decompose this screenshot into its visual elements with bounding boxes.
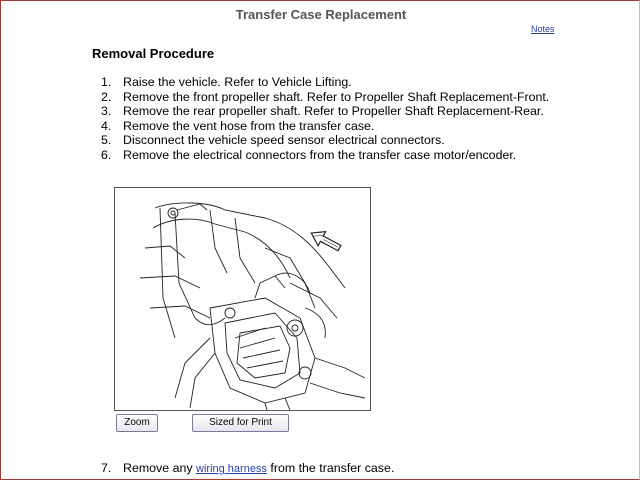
step-number: 3.: [101, 104, 112, 119]
step-number: 7.: [101, 461, 112, 475]
notes-link[interactable]: Notes: [531, 24, 555, 34]
wiring-harness-link[interactable]: wiring harness: [196, 463, 267, 475]
list-item: [101, 133, 581, 148]
list-item: [101, 461, 581, 477]
step-number: 2.: [101, 89, 112, 104]
step-text-before: Remove any: [123, 461, 197, 475]
step-text: Disconnect the vehicle speed sensor electrical connectors.: [123, 133, 445, 148]
list-item: [101, 75, 581, 90]
step-number: 1.: [101, 75, 112, 89]
list-item: [101, 104, 581, 119]
section-heading: Removal Procedure: [92, 46, 215, 61]
list-item: [101, 148, 581, 163]
sized-for-print-button[interactable]: Sized for Print: [192, 414, 289, 432]
step-text: Remove the rear propeller shaft. Refer to Propeller Shaft Replacement-Rear.: [123, 104, 544, 119]
step-text: Remove the front propeller shaft. Refer to Propeller Shaft Replacement-Front.: [123, 89, 550, 104]
step-text: Remove the vent hose from the transfer case.: [123, 118, 375, 133]
transfer-case-illustration[interactable]: [114, 187, 371, 411]
step-number: 6.: [101, 147, 112, 162]
page-title: Transfer Case Replacement: [235, 7, 407, 22]
step-text: Remove the electrical connectors from the transfer case motor/encoder.: [123, 147, 517, 162]
zoom-button[interactable]: Zoom: [116, 414, 158, 432]
list-item: [101, 90, 581, 105]
steps-list: [101, 75, 581, 163]
steps-list-continued: [101, 461, 581, 477]
step-number: 5.: [101, 133, 112, 148]
step-text-after: from the transfer case.: [266, 461, 395, 475]
step-text: [123, 461, 581, 477]
line-drawing: [115, 188, 370, 410]
step-text: Raise the vehicle. Refer to Vehicle Lifting.: [123, 75, 352, 89]
list-item: [101, 119, 581, 134]
step-number: 4.: [101, 118, 112, 133]
